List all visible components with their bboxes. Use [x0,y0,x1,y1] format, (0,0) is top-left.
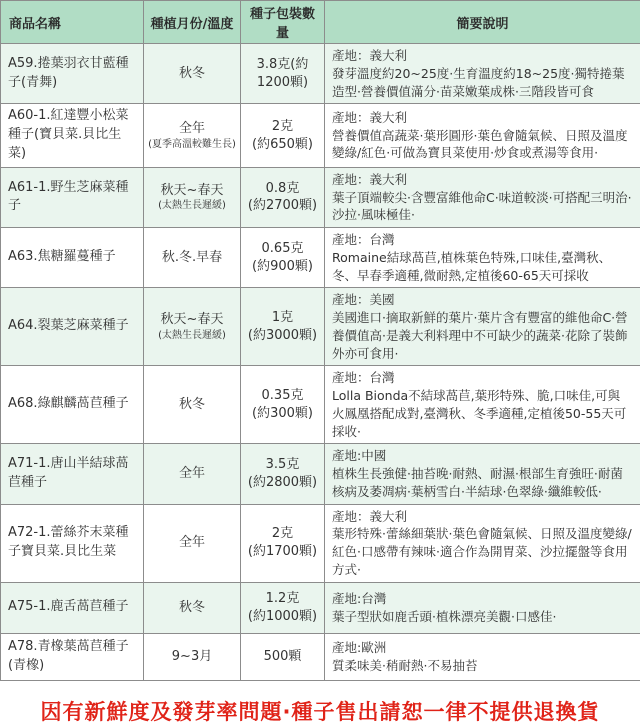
quantity-value: 2克 [244,118,321,136]
header-planting-season: 種植月份/溫度 [144,1,241,44]
package-quantity [241,44,325,104]
planting-season [144,582,241,633]
package-quantity [241,167,325,227]
origin-line: 產地：義大利 [332,109,632,127]
table-row [1,633,640,680]
package-quantity [241,228,325,288]
quantity-value: 500顆 [244,648,321,666]
product-name: A64.裂葉芝麻菜種子 [1,288,144,366]
quantity-note: (約2700顆) [244,197,321,215]
description-body: 植株生長強健·抽苔晚·耐熱、耐濕·根部生育強旺·耐菌核病及萎凋病·葉柄雪白·半結球·色翠綠·纖維較低· [332,465,632,501]
quantity-note: (約2800顆) [244,474,321,492]
origin-line: 產地:中國 [332,447,632,465]
table-row [1,44,640,104]
quantity-value: 3.8克(約1200顆) [244,56,321,91]
package-quantity [241,444,325,504]
product-description [325,167,640,227]
planting-season [144,444,241,504]
description-body: 葉子頂端較尖·含豐富維他命C·味道較淡·可搭配三明治·沙拉·風味極佳· [332,189,632,225]
quantity-note: (約300顆) [244,405,321,423]
origin-line: 產地：義大利 [332,47,632,65]
table-row [1,288,640,366]
quantity-note: (約3000顆) [244,327,321,345]
product-name: A71-1.唐山半結球萵苣種子 [1,444,144,504]
package-quantity [241,633,325,680]
season-value: 秋冬 [146,65,238,83]
season-note: (夏季高溫較難生長) [146,138,238,152]
header-product-name: 商品名稱 [1,1,144,44]
planting-season [144,288,241,366]
planting-season [144,633,241,680]
description-body: 質柔味美·稍耐熱·不易抽苔 [332,657,632,675]
product-description [325,228,640,288]
season-value: 秋冬 [146,599,238,617]
quantity-value: 1克 [244,309,321,327]
product-name: A72-1.蕾絲芥末菜種子寶貝菜.貝比生菜 [1,504,144,582]
description-body: 美國進口·摘取新鮮的葉片·葉片含有豐富的維他命C·營養價值高·是義大利料理中不可缺少的蔬菜·花除了裝飾外亦可食用· [332,309,632,362]
origin-line: 產地：義大利 [332,508,632,526]
product-name: A61-1.野生芝麻菜種子 [1,167,144,227]
description-body: 葉形特殊·蕾絲細葉狀·葉色會隨氣候、日照及溫度變綠/紅色·口感帶有辣味·適合作為開胃菜、沙拉擺盤等食用方式· [332,525,632,578]
season-value: 秋.冬.早春 [146,249,238,267]
package-quantity [241,104,325,168]
product-name: A60-1.紅達豐小松菜種子(寶貝菜.貝比生菜) [1,104,144,168]
origin-line: 產地：台灣 [332,369,632,387]
planting-season [144,44,241,104]
product-description [325,104,640,168]
quantity-value: 1.2克 [244,590,321,608]
planting-season [144,167,241,227]
table-row [1,104,640,168]
product-name: A75-1.鹿舌萵苣種子 [1,582,144,633]
origin-line: 產地：義大利 [332,171,632,189]
table-header [1,1,640,44]
quantity-value: 2克 [244,525,321,543]
package-quantity [241,366,325,444]
description-body: Romaine結球萵苣,植株葉色特殊,口味佳,臺灣秋、冬、早春季適種,微耐熱,定植後60-65天可採收 [332,249,632,285]
product-name: A59.捲葉羽衣甘藍種子(青舞) [1,44,144,104]
planting-season [144,366,241,444]
season-value: 秋天~春天 [146,182,238,200]
product-name: A63.焦糖羅蔓種子 [1,228,144,288]
planting-season [144,504,241,582]
quantity-note: (約1700顆) [244,543,321,561]
planting-season [144,228,241,288]
package-quantity [241,504,325,582]
season-note: (太熱生長遲緩) [146,329,238,343]
header-description: 簡要說明 [325,1,640,44]
season-value: 9~3月 [146,648,238,666]
quantity-value: 0.35克 [244,387,321,405]
quantity-note: (約650顆) [244,136,321,154]
header-row [1,1,640,44]
quantity-note: (約900顆) [244,258,321,276]
planting-season [144,104,241,168]
description-body: Lolla Bionda不結球萵苣,葉形特殊、脆,口味佳,可與火鳳凰搭配成對,臺灣秋、冬季適種,定植後50-55天可採收· [332,387,632,440]
no-return-notice: 因有新鮮度及發芽率問題·種子售出請恕一律不提供退換貨 [0,696,640,726]
description-body: 葉子型狀如鹿舌頭·植株漂亮美觀·口感佳· [332,608,632,626]
origin-line: 產地：美國 [332,291,632,309]
season-value: 全年 [146,465,238,483]
package-quantity [241,288,325,366]
season-value: 秋冬 [146,396,238,414]
product-name: A78.青橡葉萵苣種子(青橡) [1,633,144,680]
origin-line: 產地:歐洲 [332,639,632,657]
quantity-note: (約1000顆) [244,608,321,626]
season-note: (太熱生長遲緩) [146,199,238,213]
table-body [1,44,640,681]
product-description [325,444,640,504]
product-description [325,366,640,444]
table-row [1,366,640,444]
season-value: 全年 [146,534,238,552]
table-row [1,582,640,633]
product-description [325,288,640,366]
quantity-value: 0.8克 [244,180,321,198]
origin-line: 產地:台灣 [332,590,632,608]
season-value: 秋天~春天 [146,311,238,329]
table-row [1,444,640,504]
quantity-value: 0.65克 [244,240,321,258]
package-quantity [241,582,325,633]
description-body: 營養價值高蔬菜·葉形圓形·葉色會隨氣候、日照及溫度變綠/紅色·可做為寶貝菜使用·炒食或煮湯等食用· [332,127,632,163]
product-description [325,504,640,582]
table-row [1,167,640,227]
quantity-value: 3.5克 [244,456,321,474]
table-row [1,504,640,582]
table-row [1,228,640,288]
description-body: 發芽溫度約20~25度·生育溫度約18~25度·獨特捲葉造型·營養價值滿分·苗菜嫩葉成株·三階段皆可食 [332,65,632,101]
product-description [325,633,640,680]
season-value: 全年 [146,120,238,138]
origin-line: 產地：台灣 [332,231,632,249]
product-description [325,582,640,633]
product-description [325,44,640,104]
product-name: A68.綠麒麟萵苣種子 [1,366,144,444]
header-package-quantity: 種子包裝數量 [241,1,325,44]
